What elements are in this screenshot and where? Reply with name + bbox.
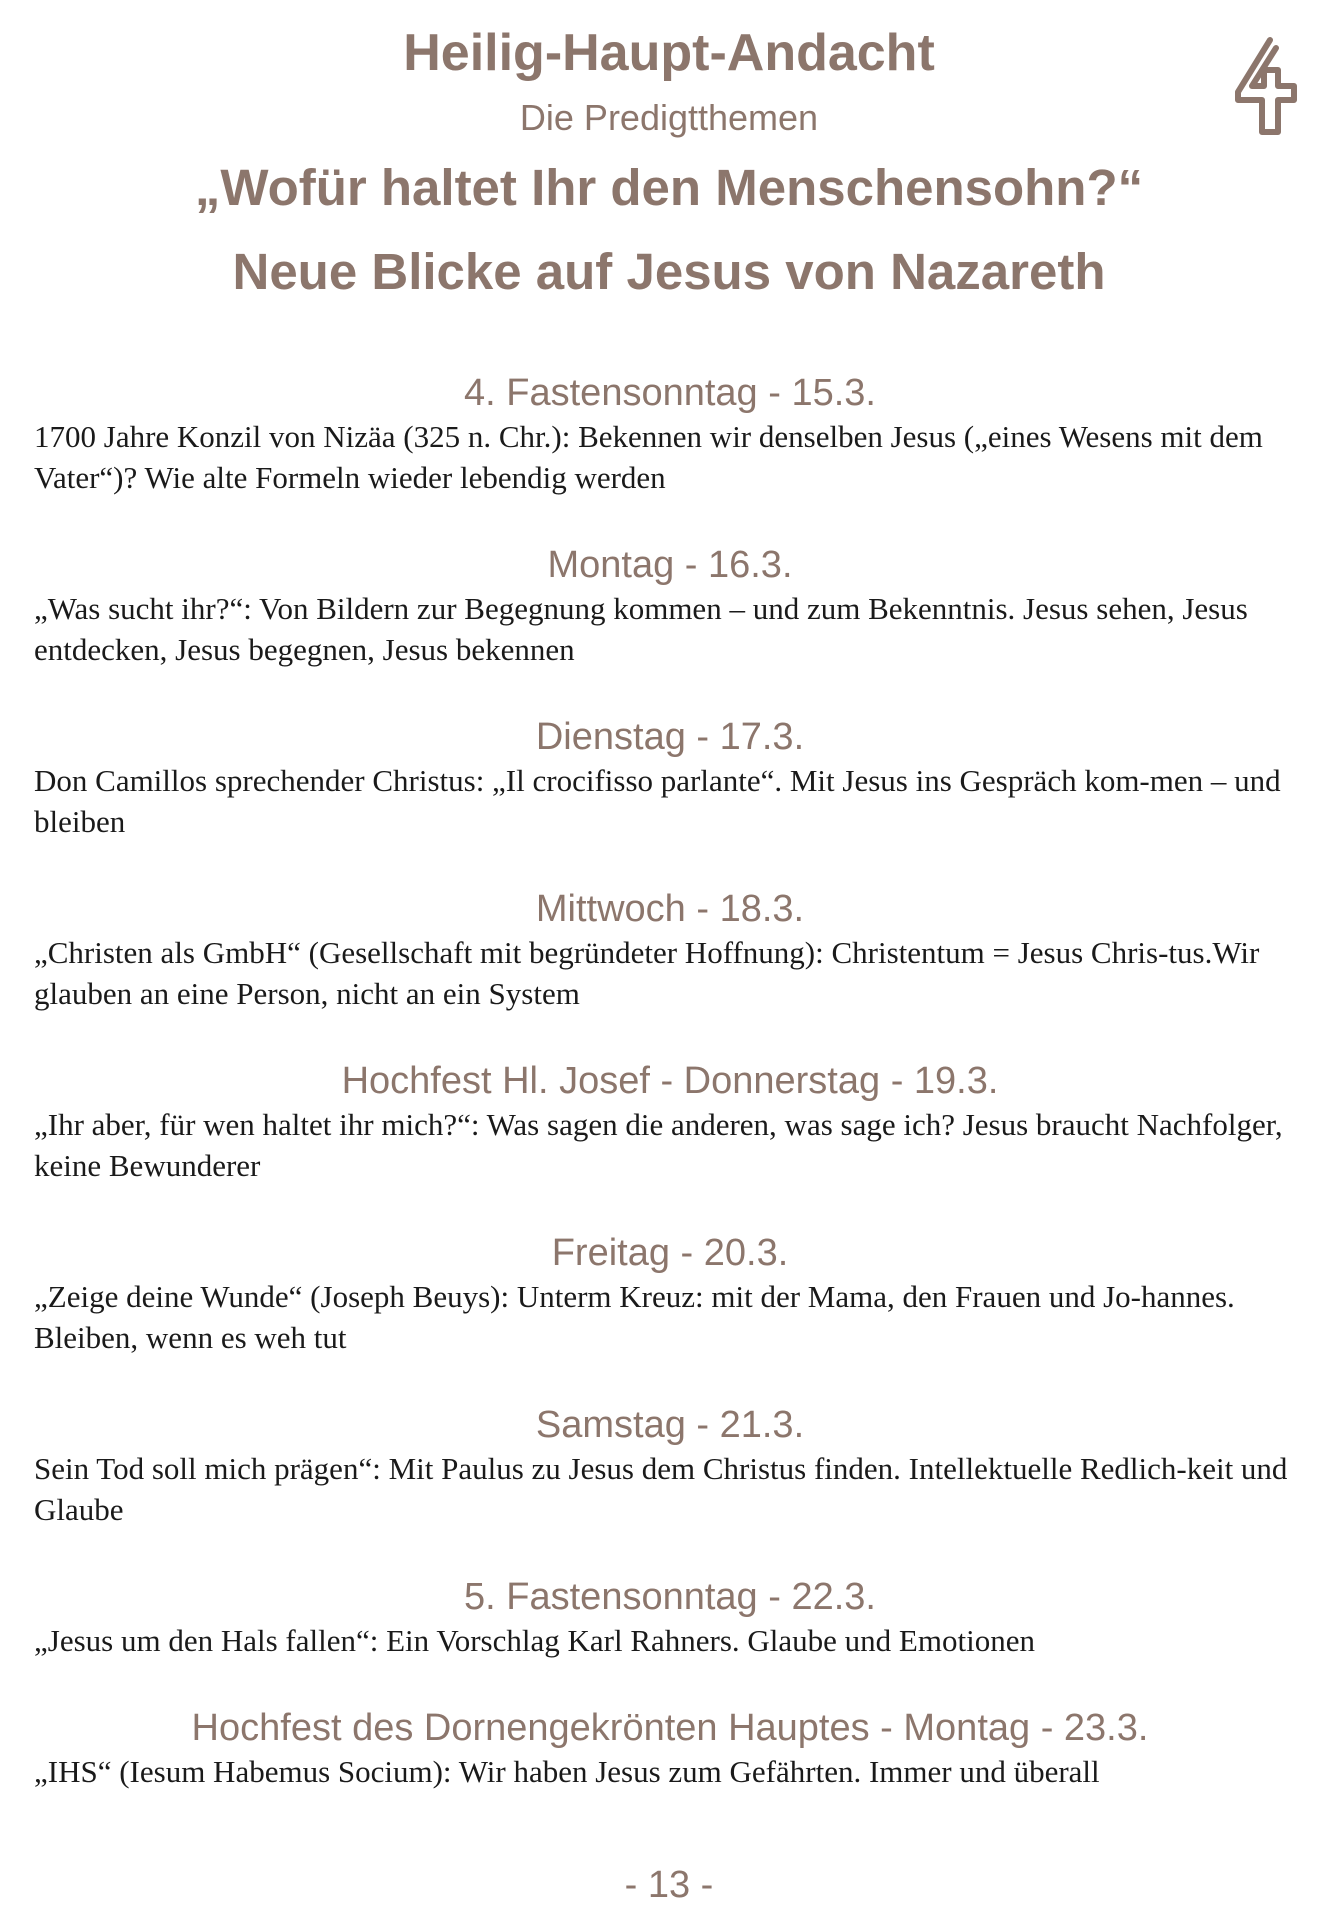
sermon-topic: „Jesus um den Hals fallen“: Ein Vorschlag Karl Rahners. Glaube und Emotionen (34, 1623, 1035, 1658)
sermon-entry (34, 886, 1306, 1058)
sermon-date-heading: 5. Fastensonntag - 22.3. (464, 1576, 876, 1618)
page-subtitle: Die Predigtthemen (519, 97, 819, 138)
sermon-topic: Don Camillos sprechender Christus: „Il crocifisso parlante“. Mit Jesus ins Gespräch kom-men – und bleiben (34, 763, 1281, 839)
sermon-topic: „Zeige deine Wunde“ (Joseph Beuys): Unterm Kreuz: mit der Mama, den Frauen und Jo-hannes. Bleiben, wenn es weh tut (34, 1279, 1235, 1355)
sermon-topic: „IHS“ (Iesum Habemus Socium): Wir haben Jesus zum Gefährten. Immer und überall (34, 1754, 1100, 1789)
sermon-entry (34, 1705, 1306, 1836)
sermon-topic: 1700 Jahre Konzil von Nizäa (325 n. Chr.): Bekennen wir denselben Jesus („eines Wesens mit dem Vater“)? Wie alte Formeln wieder lebendig werden (34, 419, 1263, 495)
sermon-date-heading: 4. Fastensonntag - 15.3. (464, 372, 876, 414)
page-title: Heilig-Haupt-Andacht (403, 24, 935, 82)
sermon-topic: „Was sucht ihr?“: Von Bildern zur Begegnung kommen – und zum Bekenntnis. Jesus sehen, Jesus entdecken, Jesus begegnen, Jesus bekennen (34, 591, 1248, 667)
sermon-entry (34, 370, 1306, 542)
sermon-list (34, 370, 1306, 1836)
sermon-date-heading: Hochfest Hl. Josef - Donnerstag - 19.3. (341, 1060, 999, 1102)
sermon-topic: „Ihr aber, für wen haltet ihr mich?“: Was sagen die anderen, was sage ich? Jesus braucht Nachfolger, keine Bewunderer (34, 1107, 1283, 1183)
theme-line-2: Neue Blicke auf Jesus von Nazareth (232, 243, 1106, 300)
sermon-topic: „Christen als GmbH“ (Gesellschaft mit begründeter Hoffnung): Christentum = Jesus Chris-tus.Wir glauben an eine Person, nicht an ein System (34, 935, 1260, 1011)
sermon-topic: Sein Tod soll mich prägen“: Mit Paulus zu Jesus dem Christus finden. Intellektuelle Redlich-keit und Glaube (34, 1451, 1288, 1527)
sermon-date-heading: Mittwoch - 18.3. (535, 888, 805, 930)
sermon-entry (34, 1058, 1306, 1230)
sermon-entry (34, 1230, 1306, 1402)
sermon-date-heading: Freitag - 20.3. (551, 1232, 789, 1274)
page-number: - 13 - (624, 1864, 714, 1906)
sermon-entry (34, 714, 1306, 886)
sermon-date-heading: Hochfest des Dornengekrönten Hauptes - Montag - 23.3. (191, 1707, 1149, 1749)
sermon-entry (34, 1402, 1306, 1574)
theme-line-1: „Wofür haltet Ihr den Menschensohn?“ (194, 159, 1144, 216)
sermon-entry (34, 542, 1306, 714)
cross-four-icon (1232, 34, 1308, 138)
sermon-date-heading: Samstag - 21.3. (535, 1404, 805, 1446)
sermon-date-heading: Montag - 16.3. (547, 544, 793, 586)
sermon-entry (34, 1574, 1306, 1705)
sermon-date-heading: Dienstag - 17.3. (535, 716, 805, 758)
